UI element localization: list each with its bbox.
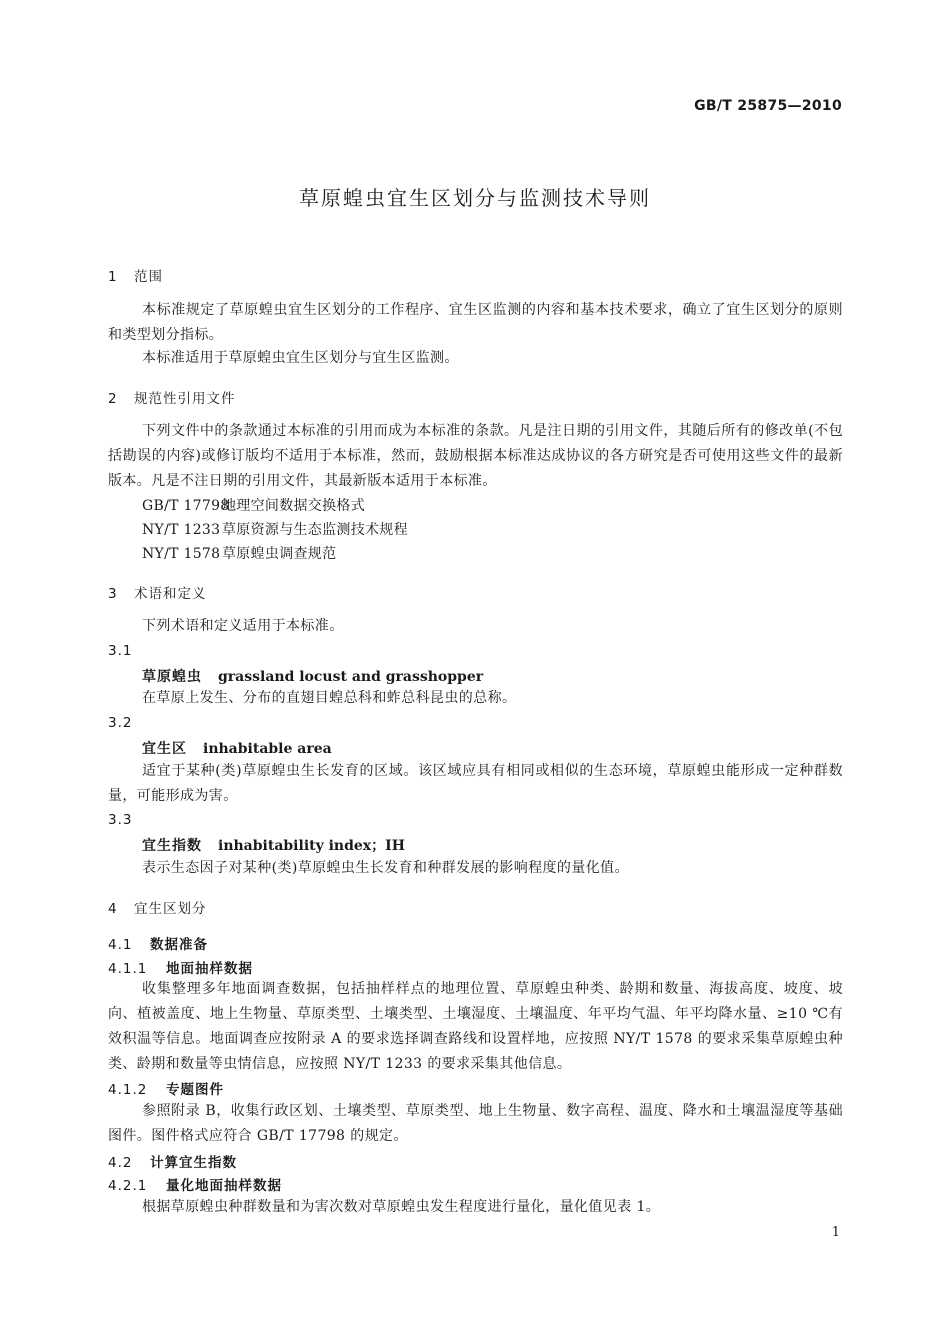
term-definition: 在草原上发生、分布的直翅目蝗总科和蚱总科昆虫的总称。	[142, 690, 517, 706]
section-number: 2	[108, 391, 118, 407]
term-definition: 表示生态因子对某种(类)草原蝗虫生长发育和种群发展的影响程度的量化值。	[142, 860, 629, 876]
section-number: 4.1.2	[108, 1082, 148, 1098]
section-number: 1	[108, 269, 118, 285]
paragraph: 本标准规定了草原蝗虫宜生区划分的工作程序、宜生区监测的内容和基本技术要求，确立了宜生区划分的原则和类型划分指标。	[108, 302, 843, 343]
section-title: 宜生区划分	[134, 901, 207, 917]
term-entry	[142, 738, 332, 758]
section-number: 4.1.1	[108, 961, 148, 977]
term-number: 3.3	[108, 812, 133, 828]
section-title: 专题图件	[166, 1082, 224, 1098]
term-english: grassland locust and grasshopper	[218, 669, 484, 685]
section-title: 计算宜生指数	[150, 1155, 237, 1171]
section-title: 规范性引用文件	[134, 391, 236, 407]
subsection-4-1-1-heading	[108, 957, 253, 977]
term-definition: 适宜于某种(类)草原蝗虫生长发育的区域。该区域应具有相同或相似的生态环境，草原蝗虫能形成一定种群数量，可能形成为害。	[108, 763, 843, 804]
term-chinese: 宜生指数	[142, 838, 202, 854]
section-number: 4.2.1	[108, 1178, 148, 1194]
section-2-heading	[108, 387, 236, 407]
section-title: 术语和定义	[134, 586, 207, 602]
paragraph: 本标准适用于草原蝗虫宜生区划分与宜生区监测。	[142, 350, 459, 366]
term-number: 3.2	[108, 715, 133, 731]
reference-item	[142, 543, 336, 563]
term-english: inhabitable area	[203, 741, 332, 757]
section-title: 量化地面抽样数据	[166, 1178, 282, 1194]
subsection-4-1-2-heading	[108, 1078, 224, 1098]
subsection-4-2-1-heading	[108, 1174, 282, 1194]
section-number: 4.2	[108, 1155, 133, 1171]
page-number: 1	[831, 1225, 840, 1240]
reference-item	[142, 495, 365, 515]
section-number: 4.1	[108, 937, 133, 953]
section-title: 地面抽样数据	[166, 961, 253, 977]
section-title: 数据准备	[150, 937, 208, 953]
paragraph: 下列术语和定义适用于本标准。	[142, 618, 344, 634]
reference-code: GB/T 17798	[142, 498, 230, 514]
document-title: 草原蝗虫宜生区划分与监测技术导则	[299, 186, 651, 210]
term-entry	[142, 666, 483, 686]
section-1-heading	[108, 265, 163, 285]
paragraph: 根据草原蝗虫种群数量和为害次数对草原蝗虫发生程度进行量化，量化值见表 1。	[142, 1199, 661, 1215]
paragraph: 下列文件中的条款通过本标准的引用而成为本标准的条款。凡是注日期的引用文件，其随后所有的修改单(不包括勘误的内容)或修订版均不适用于本标准，然而，鼓励根据本标准达成协议的各方研究是否可使用这些文件的最新版本。凡是不注日期的引用文件，其最新版本适用于本标准。	[108, 423, 843, 489]
section-title: 范围	[134, 269, 163, 285]
paragraph: 参照附录 B，收集行政区划、土壤类型、草原类型、地上生物量、数字高程、温度、降水和土壤温湿度等基础图件。图件格式应符合 GB/T 17798 的规定。	[108, 1103, 843, 1144]
term-chinese: 宜生区	[142, 741, 187, 757]
term-entry	[142, 835, 405, 855]
term-chinese: 草原蝗虫	[142, 669, 202, 685]
section-3-heading	[108, 582, 207, 602]
reference-item	[142, 519, 408, 539]
subsection-4-2-heading	[108, 1151, 237, 1171]
section-number: 4	[108, 901, 118, 917]
reference-code: NY/T 1233	[142, 522, 221, 538]
term-number: 3.1	[108, 643, 133, 659]
standard-number: GB/T 25875—2010	[694, 98, 842, 114]
subsection-4-1-heading	[108, 933, 208, 953]
reference-code: NY/T 1578	[142, 546, 221, 562]
reference-name: 地理空间数据交换格式	[222, 498, 365, 514]
reference-name: 草原资源与生态监测技术规程	[222, 522, 408, 538]
section-number: 3	[108, 586, 118, 602]
section-4-heading	[108, 897, 207, 917]
paragraph: 收集整理多年地面调查数据，包括抽样样点的地理位置、草原蝗虫种类、龄期和数量、海拔高度、坡度、坡向、植被盖度、地上生物量、草原类型、土壤类型、土壤湿度、土壤温度、年平均气温、年平均降水量、≥10 ℃有效积温等信息。地面调查应按附录 A 的要求选择调查路线和设置样地，应按照 NY/T 1578 的要求采集草原蝗虫种类、龄期和数量等虫情信息，应按照 NY/T 1233 的要求采集其他信息。	[108, 981, 843, 1072]
term-english: inhabitability index；IH	[218, 838, 405, 854]
reference-name: 草原蝗虫调查规范	[222, 546, 337, 562]
